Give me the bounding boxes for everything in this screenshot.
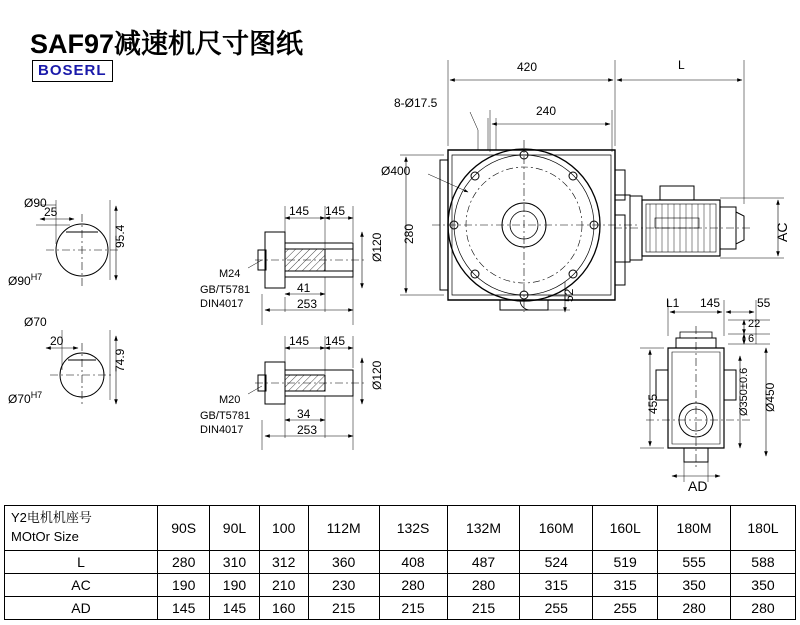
dim-34: 34 bbox=[297, 407, 311, 421]
dim-d400: Ø400 bbox=[381, 164, 411, 178]
note-gb-1: GB/T5781 bbox=[200, 284, 251, 296]
table-col-1: 90L bbox=[210, 506, 259, 551]
cell-AC-1: 190 bbox=[210, 574, 259, 597]
cell-AD-0: 145 bbox=[158, 597, 210, 620]
dim-d70-top: Ø70 bbox=[24, 315, 47, 329]
dim-AD: AD bbox=[688, 478, 708, 494]
dim-d70h7: $Ø70^{H7}$ bbox=[8, 390, 43, 406]
dim-d350: Ø350±0.6 bbox=[738, 367, 750, 416]
cell-L-2: 312 bbox=[259, 551, 308, 574]
table-header-row bbox=[5, 506, 796, 551]
cell-AD-3: 215 bbox=[308, 597, 379, 620]
dim-L1: L1 bbox=[666, 296, 680, 310]
note-din-1: DIN4017 bbox=[200, 298, 244, 310]
table-col-6: 160M bbox=[520, 506, 593, 551]
dim-240: 240 bbox=[536, 104, 557, 118]
dim-55: 55 bbox=[757, 296, 771, 310]
cell-AD-8: 280 bbox=[658, 597, 731, 620]
table-header-label bbox=[5, 506, 158, 551]
dim-52: 52 bbox=[562, 288, 576, 302]
dim-d90-top: Ø90 bbox=[24, 196, 47, 210]
table-col-2: 100 bbox=[259, 506, 308, 551]
dim-455: 455 bbox=[646, 393, 660, 414]
dim-22: 22 bbox=[748, 318, 761, 330]
cell-AC-2: 210 bbox=[259, 574, 308, 597]
dim-AC: AC bbox=[774, 222, 790, 242]
dim-74-9: 74.9 bbox=[113, 348, 127, 372]
page-title: SAF97减速机尺寸图纸 bbox=[30, 29, 304, 59]
dim-253-1: 253 bbox=[297, 297, 318, 311]
cell-AD-4: 215 bbox=[379, 597, 447, 620]
dim-420: 420 bbox=[517, 60, 538, 74]
cell-AD-6: 255 bbox=[520, 597, 593, 620]
dim-d450: Ø450 bbox=[763, 382, 777, 412]
dim-41: 41 bbox=[297, 281, 311, 295]
note-m20: M20 bbox=[219, 394, 241, 406]
cell-L-5: 487 bbox=[447, 551, 520, 574]
dim-145-b2: 145 bbox=[325, 334, 346, 348]
cell-L-0: 280 bbox=[158, 551, 210, 574]
cell-AC-4: 280 bbox=[379, 574, 447, 597]
dim-d90h7: $Ø90^{H7}$ bbox=[8, 272, 43, 288]
cell-AC-3: 230 bbox=[308, 574, 379, 597]
table-row bbox=[5, 551, 796, 574]
spec-table bbox=[4, 505, 796, 620]
dim-145-b1: 145 bbox=[325, 204, 346, 218]
cell-AD-9: 280 bbox=[730, 597, 795, 620]
row-label-L: L bbox=[5, 551, 158, 574]
row-label-AC: AC bbox=[5, 574, 158, 597]
cell-AD-2: 160 bbox=[259, 597, 308, 620]
dim-280: 280 bbox=[402, 223, 416, 244]
note-gb-2: GB/T5781 bbox=[200, 410, 251, 422]
dim-145-a2: 145 bbox=[289, 334, 310, 348]
brand-logo: BOSERL bbox=[32, 60, 113, 82]
note-m24: M24 bbox=[219, 268, 241, 280]
dim-25: 25 bbox=[44, 205, 58, 219]
table-col-4: 132S bbox=[379, 506, 447, 551]
cell-AD-1: 145 bbox=[210, 597, 259, 620]
cell-L-7: 519 bbox=[593, 551, 658, 574]
dim-95-4: 95.4 bbox=[113, 224, 127, 248]
cell-L-6: 524 bbox=[520, 551, 593, 574]
dim-20: 20 bbox=[50, 334, 64, 348]
cell-AC-8: 350 bbox=[658, 574, 731, 597]
cell-AC-0: 190 bbox=[158, 574, 210, 597]
table-col-0: 90S bbox=[158, 506, 210, 551]
table-col-3: 112M bbox=[308, 506, 379, 551]
cell-L-8: 555 bbox=[658, 551, 731, 574]
note-din-2: DIN4017 bbox=[200, 424, 244, 436]
dim-L: L bbox=[678, 58, 685, 72]
dim-8-holes: 8-Ø17.5 bbox=[394, 96, 438, 110]
row-label-AD: AD bbox=[5, 597, 158, 620]
dim-6: 6 bbox=[748, 333, 755, 345]
cell-L-4: 408 bbox=[379, 551, 447, 574]
table-col-5: 132M bbox=[447, 506, 520, 551]
cell-AD-7: 255 bbox=[593, 597, 658, 620]
cell-L-9: 588 bbox=[730, 551, 795, 574]
dim-145-a1: 145 bbox=[289, 204, 310, 218]
table-row bbox=[5, 574, 796, 597]
table-header-label-en: MOtOr Size bbox=[11, 529, 79, 544]
table-col-7: 160L bbox=[593, 506, 658, 551]
cell-AC-7: 315 bbox=[593, 574, 658, 597]
table-col-9: 180L bbox=[730, 506, 795, 551]
cell-AD-5: 215 bbox=[447, 597, 520, 620]
cell-AC-6: 315 bbox=[520, 574, 593, 597]
dim-253-2: 253 bbox=[297, 423, 318, 437]
cell-AC-5: 280 bbox=[447, 574, 520, 597]
cell-L-3: 360 bbox=[308, 551, 379, 574]
dim-d120-1: Ø120 bbox=[370, 232, 384, 262]
cell-AC-9: 350 bbox=[730, 574, 795, 597]
table-col-8: 180M bbox=[658, 506, 731, 551]
dim-d120-2: Ø120 bbox=[370, 360, 384, 390]
table-header-label-cn: Y2电机机座号 bbox=[11, 510, 92, 526]
table-row bbox=[5, 597, 796, 620]
cell-L-1: 310 bbox=[210, 551, 259, 574]
dim-145-br: 145 bbox=[700, 296, 721, 310]
